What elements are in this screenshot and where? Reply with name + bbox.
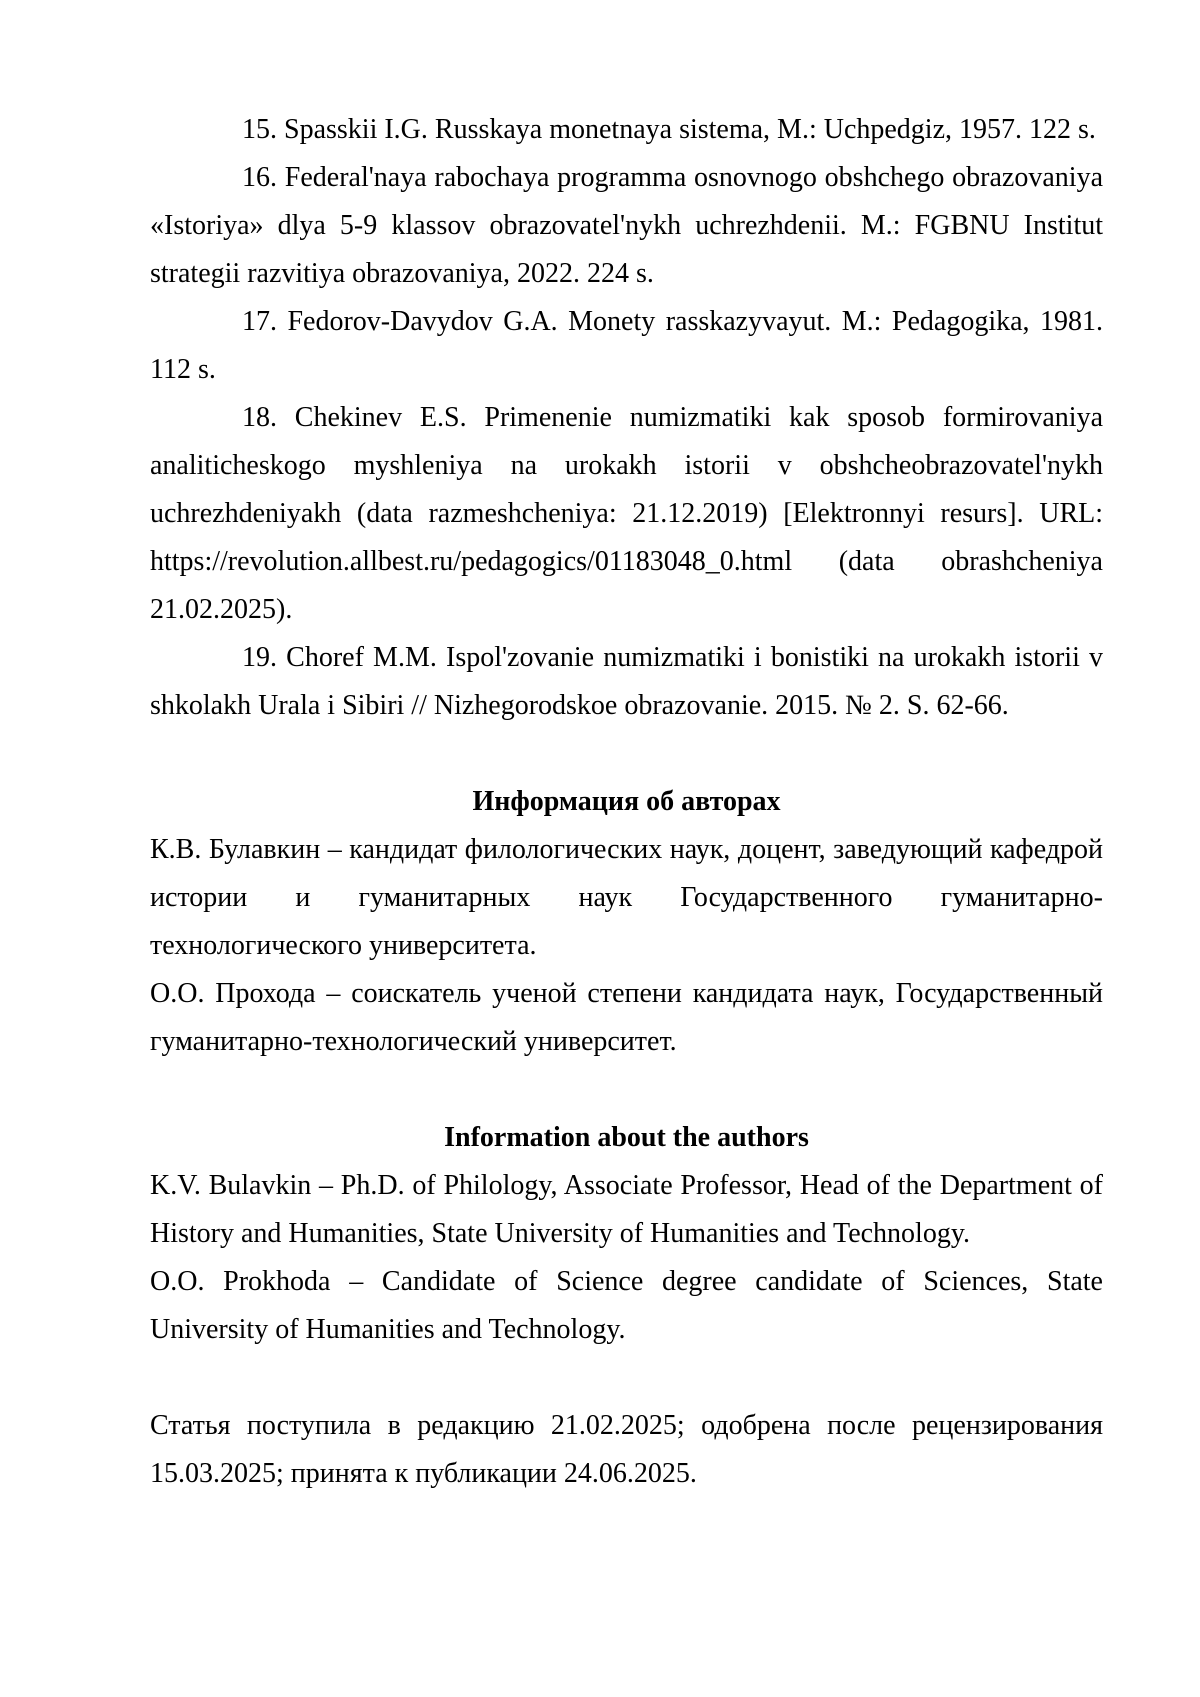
author-paragraph-ru-prokhoda: О.О. Прохода – соискатель ученой степени кандидата наук, Государственный гуманитарно-технологический университет. xyxy=(150,978,1103,1057)
reference-item-16: 16. Federal'naya rabochaya programma osnovnogo obshchego obrazovaniya «Istoriya» dlya 5-9 klassov obrazovatel'nykh uchrezhdenii. M.: FGBNU Institut strategii razvitiya obrazovaniya, 2022. 224 s. xyxy=(150,162,1103,289)
reference-item-15: 15. Spasskii I.G. Russkaya monetnaya sistema, M.: Uchpedgiz, 1957. 122 s. xyxy=(242,114,1096,145)
section-heading-authors-en: Information about the authors xyxy=(444,1122,809,1153)
reference-item-18: 18. Chekinev E.S. Primenenie numizmatiki kak sposob formirovaniya analiticheskogo myshleniya na urokakh istorii v obshcheobrazovatel'nykh uchrezhdeniyakh (data razmeshcheniya: 21.12.2019) [Elektronnyi resurs]. URL: https://revolution.allbest.ru/pedagogics/01183048_0.html (data obrashcheniya 21.02.2025). xyxy=(150,402,1103,625)
author-paragraph-en-bulavkin: K.V. Bulavkin – Ph.D. of Philology, Associate Professor, Head of the Department of History and Humanities, State University of Humanities and Technology. xyxy=(150,1170,1103,1249)
reference-item-17: 17. Fedorov-Davydov G.A. Monety rasskazyvayut. M.: Pedagogika, 1981. 112 s. xyxy=(150,306,1103,385)
reference-list xyxy=(150,106,1103,730)
author-paragraph-ru-bulavkin: К.В. Булавкин – кандидат филологических наук, доцент, заведующий кафедрой истории и гуманитарных наук Государственного гуманитарно-технологического университета. xyxy=(150,834,1103,961)
reference-item-19: 19. Choref M.M. Ispol'zovanie numizmatiki i bonistiki na urokakh istorii v shkolakh Urala i Sibiri // Nizhegorodskoe obrazovanie. 2015. № 2. S. 62-66. xyxy=(150,642,1103,721)
submission-dates-note: Статья поступила в редакцию 21.02.2025; одобрена после рецензирования 15.03.2025; принята к публикации 24.06.2025. xyxy=(150,1410,1103,1489)
section-heading-authors-ru: Информация об авторах xyxy=(472,786,781,817)
author-paragraph-en-prokhoda: O.O. Prokhoda – Candidate of Science degree candidate of Sciences, State University of Humanities and Technology. xyxy=(150,1266,1103,1345)
